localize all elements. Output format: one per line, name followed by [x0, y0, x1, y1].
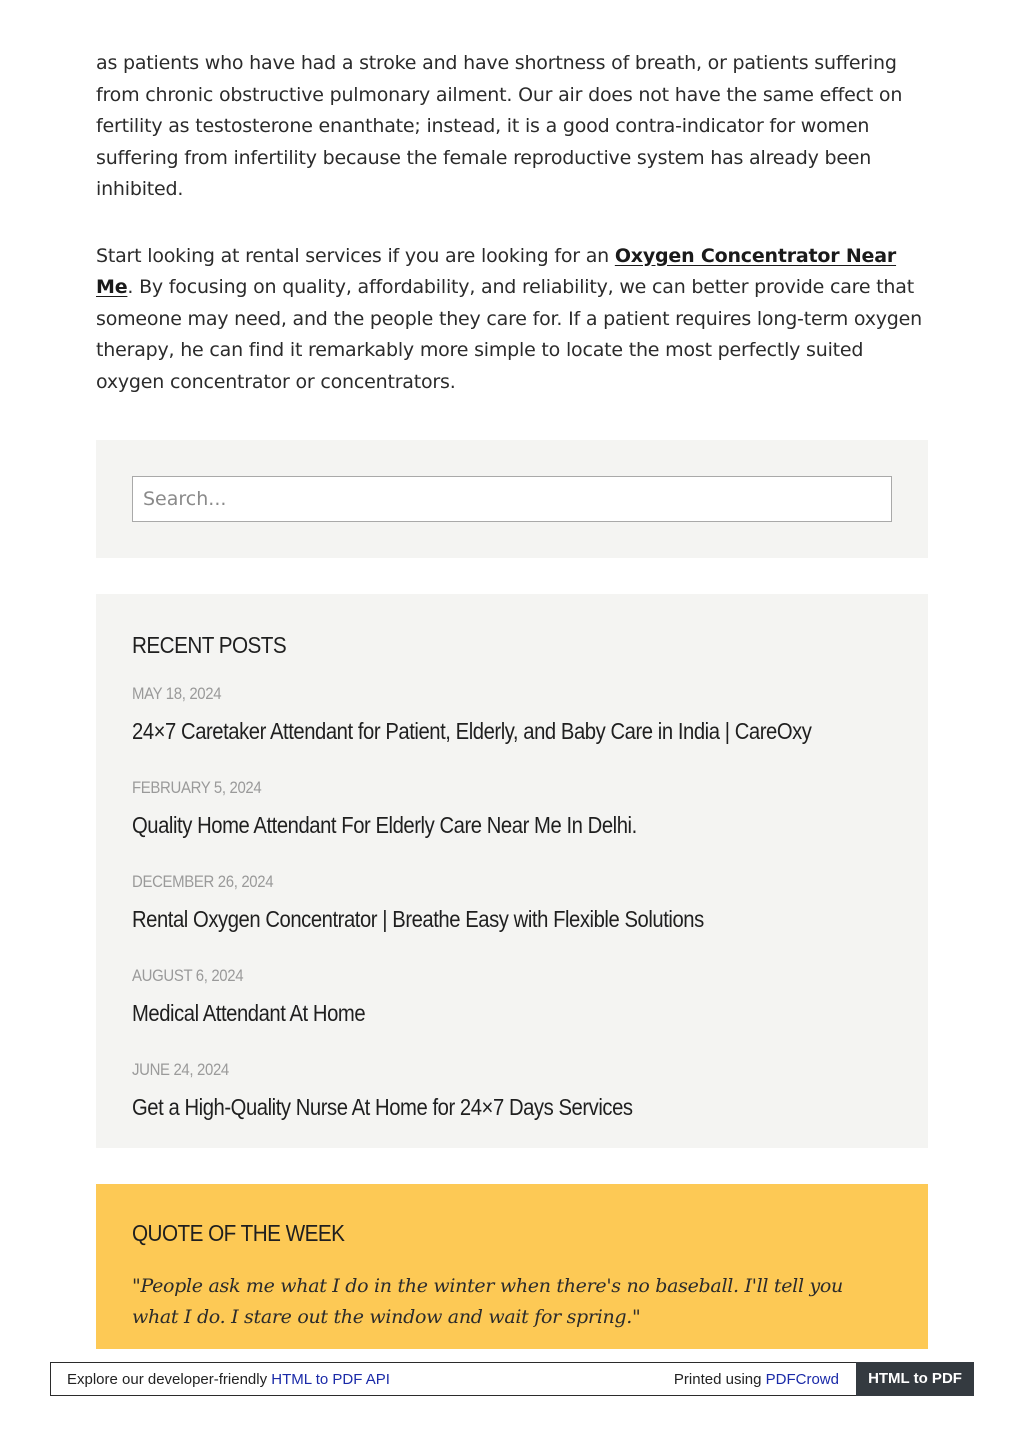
- paragraph-text-before: Start looking at rental services if you are looking for an: [96, 244, 615, 267]
- recent-posts-title: RECENT POSTS: [132, 632, 287, 658]
- quote-title: QUOTE OF THE WEEK: [132, 1220, 345, 1246]
- pdf-bar-right: [674, 1371, 839, 1388]
- list-item: [132, 683, 892, 746]
- search-input[interactable]: [132, 476, 892, 522]
- search-widget: [96, 440, 928, 558]
- post-date: DECEMBER 26, 2024: [132, 872, 274, 891]
- post-date: JUNE 24, 2024: [132, 1060, 229, 1079]
- recent-posts-list: [132, 683, 892, 1122]
- article-paragraph-2: [96, 241, 928, 399]
- quote-of-the-week-widget: [96, 1184, 928, 1349]
- pdfcrowd-link[interactable]: PDFCrowd: [765, 1371, 839, 1388]
- oxygen-concentrator-link[interactable]: Oxygen Concentrator Near Me: [96, 244, 897, 298]
- list-item: [132, 965, 892, 1028]
- post-title-link[interactable]: Get a High-Quality Nurse At Home for 24×7 Days Services: [132, 1094, 633, 1120]
- list-item: [132, 777, 892, 840]
- post-date: AUGUST 6, 2024: [132, 966, 244, 985]
- html-to-pdf-button[interactable]: HTML to PDF: [856, 1362, 974, 1396]
- post-title-link[interactable]: Medical Attendant At Home: [132, 1000, 366, 1026]
- paragraph-text-after: . By focusing on quality, affordability, and reliability, we can better provide care that someone may need, and the people they care for. If a patient requires long-term oxygen therapy, he can find it remarkably more simple to locate the most perfectly suited oxygen concentrator or concentrators.: [96, 276, 922, 393]
- post-title-link[interactable]: Quality Home Attendant For Elderly Care Near Me In Delhi.: [132, 812, 637, 838]
- list-item: [132, 1059, 892, 1122]
- list-item: [132, 871, 892, 934]
- html-to-pdf-api-link[interactable]: HTML to PDF API: [271, 1371, 390, 1388]
- article-paragraph-1: as patients who have had a stroke and have shortness of breath, or patients suffering from chronic obstructive pulmonary ailment. Our air does not have the same effect on fertility as testosterone enanthate; instead, it is a good contra-indicator for women suffering from infertility because the female reproductive system has already been inhibited.: [96, 52, 903, 200]
- quote-text: "People ask me what I do in the winter when there's no baseball. I'll tell you what I do. I stare out the window and wait for spring.": [132, 1275, 843, 1328]
- recent-posts-widget: [96, 594, 928, 1148]
- pdf-bar-left: [67, 1371, 390, 1388]
- pdfcrowd-footer-bar: [50, 1362, 974, 1396]
- main-content: [96, 48, 928, 1349]
- post-title-link[interactable]: 24×7 Caretaker Attendant for Patient, Elderly, and Baby Care in India | CareOxy: [132, 718, 812, 744]
- post-date: FEBRUARY 5, 2024: [132, 778, 262, 797]
- post-title-link[interactable]: Rental Oxygen Concentrator | Breathe Easy with Flexible Solutions: [132, 906, 704, 932]
- pdf-bar-left-text: Explore our developer-friendly: [67, 1371, 272, 1388]
- pdf-bar-right-text: Printed using: [673, 1371, 766, 1388]
- post-date: MAY 18, 2024: [132, 684, 222, 703]
